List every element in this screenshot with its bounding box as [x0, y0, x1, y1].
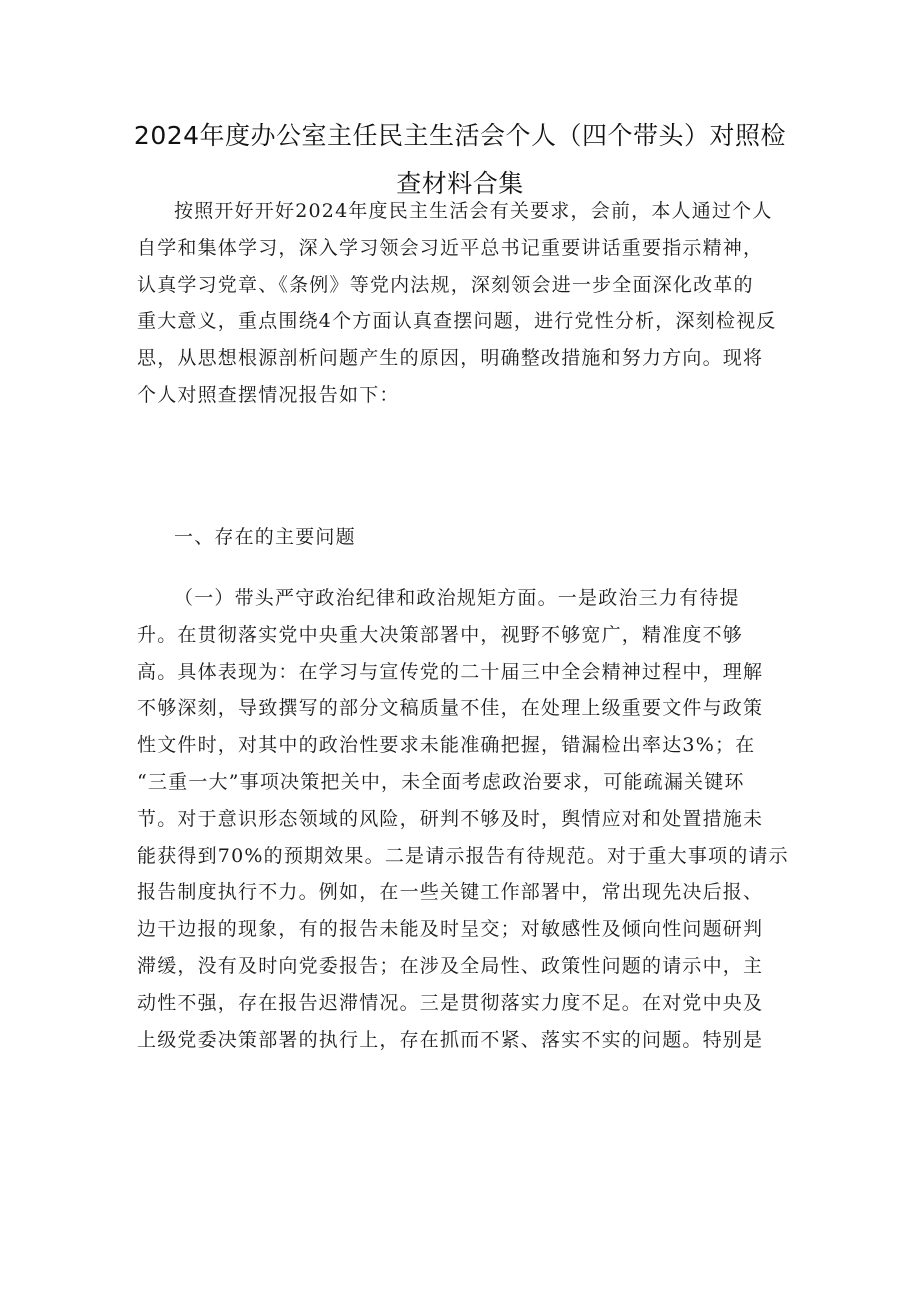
paragraph-line: 个人对照查摆情况报告如下： [137, 383, 400, 406]
paragraph-line: 性文件时，对其中的政治性要求未能准确把握，错漏检出率达3%；在 [137, 734, 756, 757]
paragraph-line: 节。对于意识形态领域的风险，研判不够及时，舆情应对和处置措施未 [137, 807, 764, 830]
item-1-paragraph [137, 580, 789, 1058]
paragraph-line: 报告制度执行不力。例如，在一些关键工作部署中，常出现先决后报、 [137, 881, 764, 904]
paragraph-line: 自学和集体学习，深入学习领会习近平总书记重要讲话重要指示精神， [137, 236, 764, 259]
paragraph-line: 上级党委决策部署的执行上，存在抓而不紧、落实不实的问题。特别是 [137, 1028, 764, 1051]
paragraph-line: 升。在贯彻落实党中央重大决策部署中，视野不够宽广，精准度不够 [137, 623, 744, 646]
title-line: 查材料合集 [396, 169, 524, 198]
paragraph-line: 能获得到70%的预期效果。二是请示报告有待规范。对于重大事项的请示 [137, 844, 789, 867]
paragraph-line: 高。具体表现为：在学习与宣传党的二十届三中全会精神过程中，理解 [137, 660, 764, 683]
paragraph-line: 滞缓，没有及时向党委报告；在涉及全局性、政策性问题的请示中，主 [137, 954, 764, 977]
paragraph-line: 按照开好开好2024年度民主生活会有关要求，会前，本人通过个人 [174, 200, 773, 222]
section-heading: 一、存在的主要问题 [174, 526, 356, 548]
paragraph-line: 不够深刻，导致撰写的部分文稿质量不佳，在处理上级重要文件与政策 [137, 697, 764, 720]
paragraph-line: 重大意义，重点围绕4个方面认真查摆问题，进行党性分析，深刻检视反 [137, 310, 777, 333]
paragraph-line: （一）带头严守政治纪律和政治规矩方面。一是政治三力有待提 [174, 587, 740, 609]
paragraph-line: 认真学习党章、《条例》等党内法规，深刻领会进一步全面深化改革的 [137, 273, 754, 296]
title-line: 2024年度办公室主任民主生活会个人（四个带头）对照检 [133, 121, 787, 150]
paragraph-line: 边干边报的现象，有的报告未能及时呈交；对敏感性及倾向性问题研判 [137, 918, 764, 941]
section-heading-block [137, 519, 777, 556]
intro-paragraph [137, 193, 777, 414]
paragraph-line: 动性不强，存在报告迟滞情况。三是贯彻落实力度不足。在对党中央及 [137, 991, 764, 1014]
paragraph-line: “三重一大”事项决策把关中，未全面考虑政治要求，可能疏漏关键环 [137, 770, 745, 793]
paragraph-line: 思，从思想根源剖析问题产生的原因，明确整改措施和努力方向。现将 [137, 347, 764, 370]
